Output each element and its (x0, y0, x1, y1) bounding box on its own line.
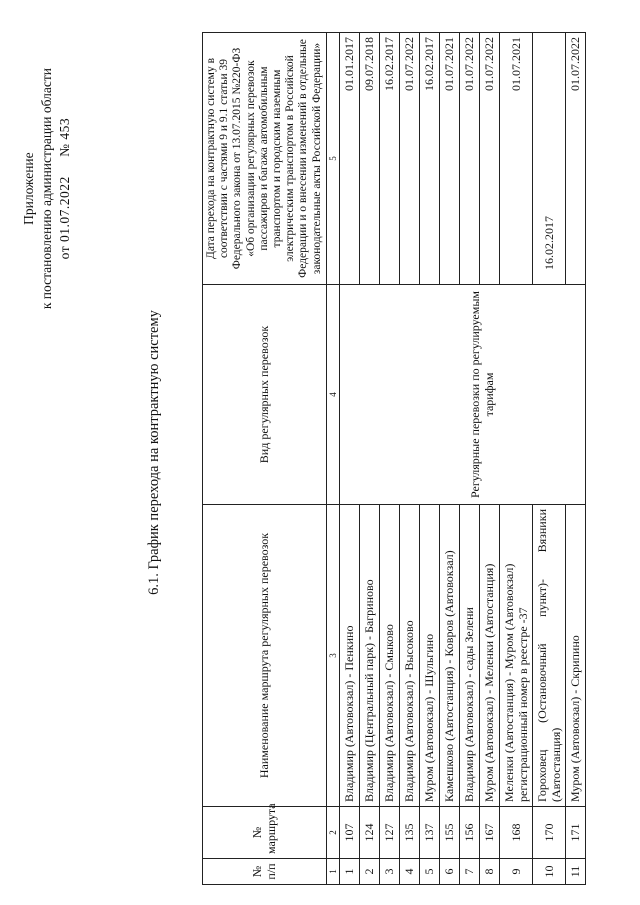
route-name: Муром (Автовокзал) - Скрипино (565, 505, 585, 807)
row-number: 9 (499, 859, 532, 885)
row-number: 4 (399, 859, 419, 885)
route-name: Камешково (Автостанция) - Ковров (Автовокзал) (439, 505, 459, 807)
column-index-row (326, 33, 339, 885)
row-number: 3 (379, 859, 399, 885)
route-number: 135 (399, 807, 419, 859)
row-number: 10 (532, 859, 565, 885)
row-number: 1 (339, 859, 359, 885)
transition-date: 01.07.2022 (459, 33, 479, 285)
transition-date: 16.02.2017 (532, 33, 565, 285)
route-name: Муром (Автовокзал) - Шульгино (419, 505, 439, 807)
resolution-number: 453 (57, 117, 72, 140)
row-number: 8 (479, 859, 499, 885)
route-number: 137 (419, 807, 439, 859)
header-route-name: Наименование маршрута регулярных перевозок (203, 505, 327, 807)
route-number: 127 (379, 807, 399, 859)
header-row-number: № п/п (203, 859, 327, 885)
route-number: 156 (459, 807, 479, 859)
row-number: 11 (565, 859, 585, 885)
header-route-number: № маршрута (203, 807, 327, 859)
route-number: 168 (499, 807, 532, 859)
appendix-date-line (56, 68, 74, 309)
column-index: 5 (326, 33, 339, 285)
date-prefix: от (57, 245, 72, 260)
route-number: 107 (339, 807, 359, 859)
document-title: 6.1. График перехода на контрактную систему (146, 310, 162, 595)
resolution-date: 01.07.2022 (57, 176, 72, 242)
transition-date: 01.07.2022 (399, 33, 419, 285)
route-name: Гороховец (Остановочный пункт)- Вязники (Автостанция) (532, 505, 565, 807)
route-number: 170 (532, 807, 565, 859)
table-header-row (203, 33, 327, 885)
row-number: 6 (439, 859, 459, 885)
column-index: 1 (326, 859, 339, 885)
transport-type-cell: Регулярные перевозки по регулируемым тарифам (339, 285, 585, 505)
number-prefix: № (57, 143, 72, 157)
route-number: 124 (359, 807, 379, 859)
transition-date: 01.01.2017 (339, 33, 359, 285)
table-row (339, 33, 359, 885)
header-transport-type: Вид регулярных перевозок (203, 285, 327, 505)
route-name: Муром (Автовокзал) - Меленки (Автостанция) (479, 505, 499, 807)
transition-date: 01.07.2021 (499, 33, 532, 285)
route-name: Владимир (Автовокзал) - Пенкино (339, 505, 359, 807)
row-number: 7 (459, 859, 479, 885)
transition-date: 16.02.2017 (379, 33, 399, 285)
transition-date: 09.07.2018 (359, 33, 379, 285)
column-index: 4 (326, 285, 339, 505)
appendix-header (20, 68, 74, 309)
transition-date: 01.07.2021 (439, 33, 459, 285)
appendix-label: Приложение (21, 152, 36, 225)
route-name: Владимир (Автовокзал) - Смыково (379, 505, 399, 807)
transition-date: 01.07.2022 (565, 33, 585, 285)
appendix-resolution: к постановлению администрации области (39, 68, 54, 310)
route-number: 171 (565, 807, 585, 859)
transition-date: 01.07.2022 (479, 33, 499, 285)
route-name: Владимир (Центральный парк) - Багриново (359, 505, 379, 807)
route-name: Владимир (Автовокзал) - сады Зелени (459, 505, 479, 807)
header-transition-date: Дата перехода на контрактную систему в соответствии с частями 9 и 9.1 статьи 39 Федерального закона от 13.07.2015 №220-ФЗ «Об организации регулярных перевозок пассажиров и багажа автомобильным транспортом и городским наземным электрическим транспортом в Российской Федерации и о внесении изменений в отдельные законодательные акты Российской Федерации» (203, 33, 327, 285)
column-index: 2 (326, 807, 339, 859)
route-number: 155 (439, 807, 459, 859)
route-number: 167 (479, 807, 499, 859)
column-index: 3 (326, 505, 339, 807)
route-name: Меленки (Автостанция) - Муром (Автовокзал) регистрационный номер в реестре -37 (499, 505, 532, 807)
route-name: Владимир (Автовокзал) - Высоково (399, 505, 419, 807)
transition-schedule-table (202, 32, 586, 885)
transition-date: 16.02.2017 (419, 33, 439, 285)
row-number: 5 (419, 859, 439, 885)
row-number: 2 (359, 859, 379, 885)
